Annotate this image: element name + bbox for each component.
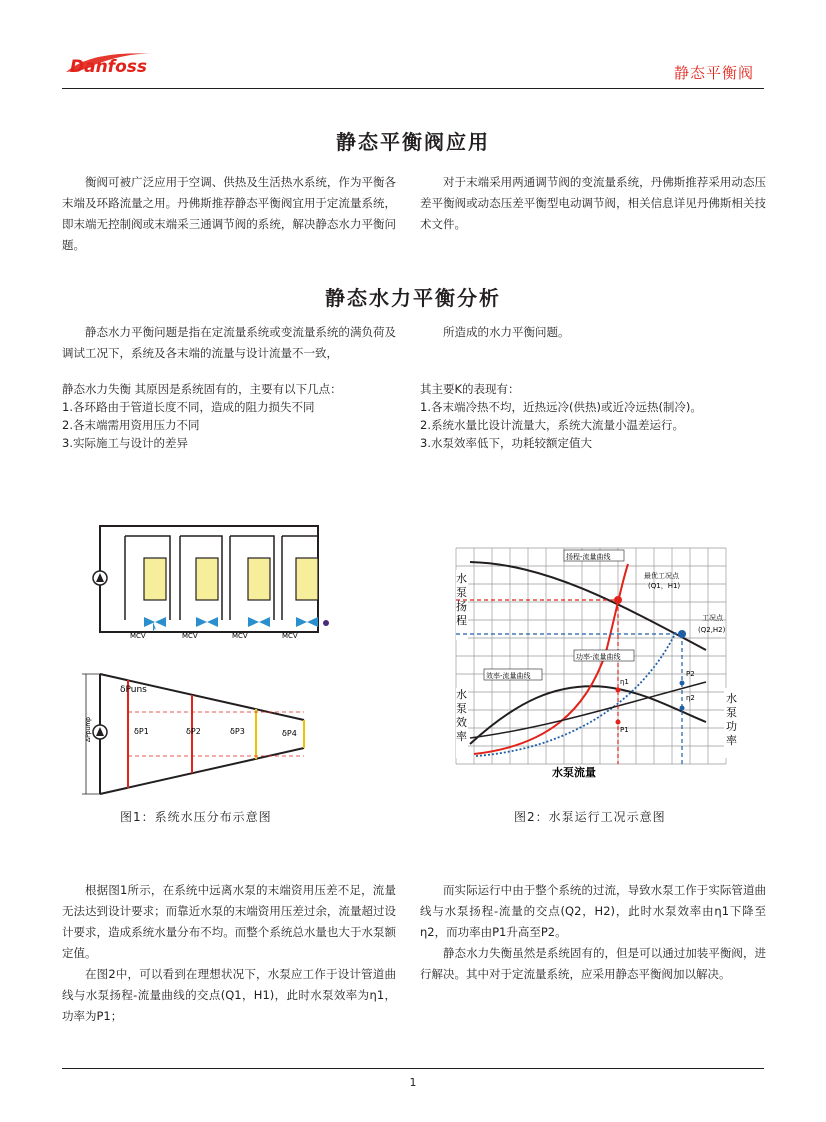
analysis-paragraph: 在图2中，可以看到在理想状况下，水泵应工作于设计管道曲线与水泵扬程-流量曲线的交点(Q1，H1)，此时水泵效率为η1，功率为P1； bbox=[62, 967, 396, 1023]
svg-text:水: 水 bbox=[456, 688, 467, 701]
causes-list-title: 静态水力失衡 其原因是系统固有的，主要有以下几点： bbox=[62, 382, 342, 396]
work-point-label: 工况点 bbox=[702, 614, 723, 622]
analysis-right-column bbox=[420, 880, 766, 985]
dp-label: δP4 bbox=[282, 729, 297, 738]
valve-label: MCV bbox=[130, 632, 146, 640]
list-item: 1.各末端冷热不均，近热远冷(供热)或近冷远热(制冷)。 bbox=[420, 400, 702, 414]
analysis-paragraph: 而实际运行中由于整个系统的过流，导致水泵工作于实际管道曲线与水泵扬程-流量的交点(Q2，H2)，此时水泵效率由η1下降至η2，而功率由P1升高至P2。 bbox=[420, 883, 766, 939]
dp-label: δP3 bbox=[230, 727, 245, 736]
figure1-caption: 图1：系统水压分布示意图 bbox=[120, 810, 272, 824]
svg-text:泵: 泵 bbox=[726, 706, 737, 719]
section2-right-paragraph: 所造成的水力平衡问题。 bbox=[443, 325, 570, 339]
valve-label: MCV bbox=[182, 632, 198, 640]
header-divider bbox=[62, 88, 764, 89]
svg-text:效: 效 bbox=[456, 716, 467, 729]
svg-text:泵: 泵 bbox=[456, 702, 467, 715]
p2-mark: P2 bbox=[686, 670, 695, 678]
svg-text:功: 功 bbox=[726, 720, 737, 733]
svg-text:率: 率 bbox=[726, 734, 737, 747]
header-title: 静态平衡阀 bbox=[673, 64, 754, 82]
analysis-left-column bbox=[62, 880, 396, 1027]
x-axis-label: 水泵流量 bbox=[552, 766, 596, 779]
svg-text:水: 水 bbox=[456, 572, 467, 585]
section1-right-paragraph: 对于末端采用两通调节阀的变流量系统，丹佛斯推荐采用动态压差平衡阀或动态压差平衡型电动调节阀，相关信息详见丹佛斯相关技术文件。 bbox=[420, 175, 766, 231]
analysis-paragraph: 根据图1所示，在系统中远离水泵的末端资用压差不足，流量无法达到设计要求；而靠近水泵的末端资用压差过余，流量超过设计要求，造成系统水量分布不均。而整个系统总水量也大于水泵额定值。 bbox=[62, 883, 396, 960]
symptoms-list bbox=[420, 380, 702, 452]
analysis-paragraph: 静态水力失衡虽然是系统固有的，但是可以通过加装平衡阀，进行解决。其中对于定流量系统，应采用静态平衡阀加以解决。 bbox=[420, 946, 766, 981]
footer-divider bbox=[62, 1068, 764, 1069]
list-item: 2.各末端需用资用压力不同 bbox=[62, 418, 200, 432]
system-schematic bbox=[80, 520, 340, 650]
actual-operating-point bbox=[678, 630, 686, 638]
section2-title: 静态水力平衡分析 bbox=[325, 286, 501, 310]
pump-curve-chart bbox=[436, 542, 742, 782]
eta1-mark: η1 bbox=[620, 678, 629, 686]
svg-text:水: 水 bbox=[726, 692, 737, 705]
section1-left-paragraph: 衡阀可被广泛应用于空调、供热及生活热水系统，作为平衡各末端及环路流量之用。丹佛斯推荐静态平衡阀宜用于定流量系统，即末端无控制阀或末端采三通调节阀的系统，解决静态水力平衡问题。 bbox=[62, 175, 396, 252]
svg-text:Danfoss: Danfoss bbox=[70, 57, 147, 77]
section1-title: 静态平衡阀应用 bbox=[336, 130, 490, 154]
head-curve-label: 扬程-流量曲线 bbox=[566, 553, 611, 561]
power-curve-label: 功率-流量曲线 bbox=[576, 653, 621, 661]
dp-label: δP2 bbox=[186, 727, 201, 736]
efficiency-curve-label: 效率-流量曲线 bbox=[486, 672, 531, 680]
best-point-label: 最优工况点 bbox=[644, 572, 679, 580]
p1-mark: P1 bbox=[620, 726, 629, 734]
section2-left-paragraph: 静态水力平衡问题是指在定流量系统或变流量系统的满负荷及调试工况下，系统及各末端的流量与设计流量不一致， bbox=[62, 325, 396, 360]
symptoms-list-title: 其主要K的表现有： bbox=[420, 382, 520, 396]
svg-text:扬: 扬 bbox=[456, 600, 467, 613]
valve-label: MCV bbox=[282, 632, 298, 640]
eta2-mark: η2 bbox=[686, 694, 695, 702]
dp-label: δP1 bbox=[134, 727, 149, 736]
best-point-coord: (Q1，H1) bbox=[648, 582, 681, 590]
page-number: 1 bbox=[409, 1076, 417, 1089]
terminal-branches bbox=[125, 536, 329, 632]
valve-label: MCV bbox=[232, 632, 248, 640]
danfoss-logo bbox=[62, 46, 160, 82]
causes-list bbox=[62, 380, 342, 452]
list-item: 2.系统水量比设计流量大，系统大流量小温差运行。 bbox=[420, 418, 684, 432]
list-item: 3.水泵效率低下，功耗较额定值大 bbox=[420, 436, 592, 450]
list-item: 1.各环路由于管道长度不同，造成的阻力损失不同 bbox=[62, 400, 315, 414]
figure2-caption: 图2：水泵运行工况示意图 bbox=[514, 810, 666, 824]
svg-text:率: 率 bbox=[456, 730, 467, 743]
list-item: 3.实际施工与设计的差异 bbox=[62, 436, 188, 450]
best-operating-point bbox=[614, 596, 622, 604]
svg-text:程: 程 bbox=[456, 614, 467, 627]
pressure-distribution-diagram bbox=[80, 668, 330, 800]
pump-head-label: ΔPpump bbox=[85, 717, 92, 742]
work-point-coord: (Q2,H2) bbox=[698, 626, 726, 634]
dp-label: δPuns bbox=[120, 685, 147, 695]
svg-text:泵: 泵 bbox=[456, 586, 467, 599]
